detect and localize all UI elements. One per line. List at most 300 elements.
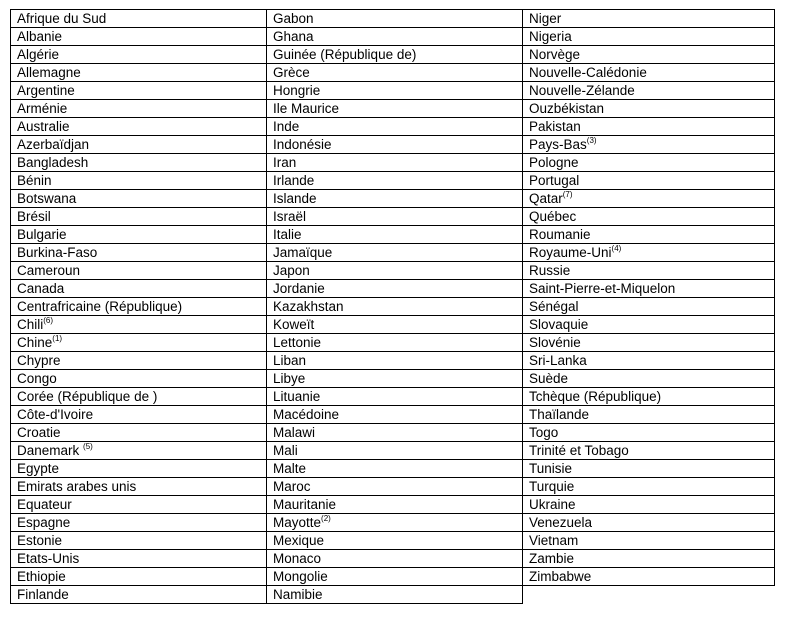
- country-cell: [11, 406, 267, 424]
- country-cell: [267, 442, 523, 460]
- country-cell: [267, 136, 523, 154]
- country-cell: [523, 118, 775, 136]
- country-name: Corée (République de ): [17, 389, 158, 404]
- country-cell: [267, 82, 523, 100]
- country-name: Lituanie: [273, 389, 321, 404]
- table-row: [523, 370, 775, 388]
- country-cell: [523, 172, 775, 190]
- country-name: Bulgarie: [17, 227, 67, 242]
- country-cell: [11, 262, 267, 280]
- country-cell: [11, 118, 267, 136]
- table-row: [11, 352, 267, 370]
- country-name: Emirats arabes unis: [17, 479, 137, 494]
- country-name: Libye: [273, 371, 306, 386]
- table-row: [523, 28, 775, 46]
- country-cell: [267, 208, 523, 226]
- country-cell: [523, 298, 775, 316]
- table-row: [523, 190, 775, 208]
- country-name: Liban: [273, 353, 307, 368]
- country-name: Nouvelle-Zélande: [529, 83, 635, 98]
- table-row: [11, 100, 267, 118]
- country-cell: [523, 28, 775, 46]
- country-name: Argentine: [17, 83, 75, 98]
- table-row: [11, 118, 267, 136]
- country-name: Italie: [273, 227, 302, 242]
- country-cell: [523, 460, 775, 478]
- country-cell: [11, 514, 267, 532]
- country-cell: [267, 154, 523, 172]
- footnote-marker: (3): [586, 136, 597, 145]
- country-name: Danemark: [17, 443, 84, 458]
- country-cell: [11, 586, 267, 604]
- table-row: [523, 460, 775, 478]
- country-cell: [523, 244, 775, 262]
- country-name: Canada: [17, 281, 65, 296]
- country-cell: [523, 478, 775, 496]
- table-row: [267, 46, 523, 64]
- country-cell: [523, 100, 775, 118]
- country-cell: [267, 388, 523, 406]
- country-name: Brésil: [17, 209, 51, 224]
- country-name: Algérie: [17, 47, 60, 62]
- country-name: Nigeria: [529, 29, 572, 44]
- table-row: [267, 244, 523, 262]
- country-cell: [11, 280, 267, 298]
- country-name: Namibie: [273, 587, 323, 602]
- country-cell: [523, 154, 775, 172]
- table-row: [267, 298, 523, 316]
- table-row: [523, 100, 775, 118]
- country-cell: [267, 352, 523, 370]
- country-cell: [267, 244, 523, 262]
- table-row: [267, 316, 523, 334]
- table-row: [11, 136, 267, 154]
- table-row: [523, 316, 775, 334]
- table-row: [11, 532, 267, 550]
- country-cell: [11, 226, 267, 244]
- country-cell: [267, 514, 523, 532]
- table-row: [523, 424, 775, 442]
- country-cell: [11, 496, 267, 514]
- table-row: [11, 226, 267, 244]
- country-name: Chili: [17, 317, 44, 332]
- country-cell: [267, 568, 523, 586]
- country-cell: [267, 262, 523, 280]
- country-cell: [267, 316, 523, 334]
- table-row: [523, 262, 775, 280]
- country-cell: [267, 28, 523, 46]
- table-row: [267, 262, 523, 280]
- country-name: Estonie: [17, 533, 63, 548]
- country-cell: [11, 370, 267, 388]
- table-row: [11, 334, 267, 352]
- table-row: [523, 514, 775, 532]
- country-name: Slovaquie: [529, 317, 589, 332]
- country-name: Ile Maurice: [273, 101, 340, 116]
- country-cell: [523, 10, 775, 28]
- country-cell: [523, 64, 775, 82]
- country-column-1: [10, 9, 267, 604]
- country-cell: [11, 478, 267, 496]
- country-name: Macédoine: [273, 407, 340, 422]
- table-row: [11, 406, 267, 424]
- country-name: Qatar: [529, 191, 563, 206]
- country-cell: [267, 10, 523, 28]
- country-name: Mayotte: [273, 515, 322, 530]
- table-row: [11, 478, 267, 496]
- country-cell: [267, 532, 523, 550]
- table-row: [11, 424, 267, 442]
- table-row: [523, 568, 775, 586]
- country-cell: [11, 46, 267, 64]
- country-name: Québec: [529, 209, 577, 224]
- footnote-marker: (2): [321, 514, 331, 523]
- country-name: Indonésie: [273, 137, 332, 152]
- table-row: [267, 496, 523, 514]
- country-cell: [11, 550, 267, 568]
- table-row: [523, 298, 775, 316]
- country-name: Hongrie: [273, 83, 321, 98]
- table-row: [11, 460, 267, 478]
- table-row: [267, 532, 523, 550]
- country-name: Finlande: [17, 587, 69, 602]
- country-name: Ouzbékistan: [529, 101, 605, 116]
- country-name: Niger: [529, 11, 562, 26]
- country-name: Islande: [273, 191, 317, 206]
- footnote-marker: (6): [43, 316, 54, 325]
- country-name: Equateur: [17, 497, 72, 512]
- table-row: [523, 280, 775, 298]
- table-row: [11, 190, 267, 208]
- country-column-3: [522, 9, 775, 586]
- country-name: Chine: [17, 335, 53, 350]
- table-row: [11, 10, 267, 28]
- country-name: Australie: [17, 119, 70, 134]
- country-name: Mali: [273, 443, 298, 458]
- country-name: Mauritanie: [273, 497, 337, 512]
- table-row: [267, 586, 523, 604]
- table-row: [523, 64, 775, 82]
- table-row: [267, 550, 523, 568]
- country-cell: [11, 316, 267, 334]
- country-name: Ghana: [273, 29, 314, 44]
- country-name: Maroc: [273, 479, 311, 494]
- country-name: Suède: [529, 371, 569, 386]
- country-cell: [11, 10, 267, 28]
- country-name: Azerbaïdjan: [17, 137, 90, 152]
- country-name: Russie: [529, 263, 571, 278]
- table-row: [11, 586, 267, 604]
- country-name: Iran: [273, 155, 297, 170]
- country-cell: [523, 82, 775, 100]
- table-row: [11, 280, 267, 298]
- country-name: Roumanie: [529, 227, 591, 242]
- country-name: Japon: [273, 263, 310, 278]
- country-cell: [523, 334, 775, 352]
- country-cell: [267, 172, 523, 190]
- country-name: Tunisie: [529, 461, 573, 476]
- country-name: Gabon: [273, 11, 314, 26]
- table-row: [267, 442, 523, 460]
- country-name: Jordanie: [273, 281, 325, 296]
- table-row: [523, 154, 775, 172]
- country-name: Inde: [273, 119, 300, 134]
- table-row: [267, 280, 523, 298]
- table-row: [11, 28, 267, 46]
- country-cell: [11, 154, 267, 172]
- country-list-grid: [10, 9, 775, 604]
- table-row: [523, 442, 775, 460]
- country-name: Burkina-Faso: [17, 245, 98, 260]
- country-name: Tchèque (République): [529, 389, 662, 404]
- country-name: Vietnam: [529, 533, 579, 548]
- country-cell: [523, 424, 775, 442]
- country-cell: [267, 370, 523, 388]
- country-name: Venezuela: [529, 515, 593, 530]
- country-cell: [11, 64, 267, 82]
- table-row: [267, 370, 523, 388]
- table-row: [523, 352, 775, 370]
- country-cell: [523, 514, 775, 532]
- country-name: Slovénie: [529, 335, 581, 350]
- footnote-marker: (7): [562, 190, 573, 199]
- table-row: [11, 568, 267, 586]
- table-row: [267, 388, 523, 406]
- country-cell: [523, 442, 775, 460]
- table-row: [267, 100, 523, 118]
- country-name: Norvège: [529, 47, 581, 62]
- country-name: Albanie: [17, 29, 63, 44]
- country-name: Zambie: [529, 551, 575, 566]
- table-row: [267, 208, 523, 226]
- table-row: [11, 46, 267, 64]
- country-cell: [267, 118, 523, 136]
- country-cell: [11, 532, 267, 550]
- table-row: [267, 406, 523, 424]
- country-name: Afrique du Sud: [17, 11, 107, 26]
- footnote-marker: (5): [83, 442, 93, 451]
- country-cell: [523, 280, 775, 298]
- country-name: Jamaïque: [273, 245, 333, 260]
- table-row: [267, 352, 523, 370]
- table-row: [11, 208, 267, 226]
- country-name: Mongolie: [273, 569, 328, 584]
- table-row: [523, 550, 775, 568]
- country-cell: [267, 100, 523, 118]
- table-row: [523, 226, 775, 244]
- country-cell: [267, 550, 523, 568]
- country-name: Egypte: [17, 461, 60, 476]
- table-row: [11, 82, 267, 100]
- country-name: Congo: [17, 371, 57, 386]
- table-row: [267, 118, 523, 136]
- country-cell: [11, 190, 267, 208]
- table-row: [267, 136, 523, 154]
- country-cell: [523, 208, 775, 226]
- table-row: [267, 424, 523, 442]
- country-cell: [11, 172, 267, 190]
- country-name: Espagne: [17, 515, 71, 530]
- table-row: [523, 46, 775, 64]
- country-name: Israël: [273, 209, 307, 224]
- country-name: Pologne: [529, 155, 579, 170]
- country-name: Centrafricaine (République): [17, 299, 183, 314]
- country-name: Allemagne: [17, 65, 81, 80]
- country-cell: [523, 46, 775, 64]
- country-cell: [267, 298, 523, 316]
- country-cell: [11, 208, 267, 226]
- table-row: [523, 244, 775, 262]
- country-cell: [11, 298, 267, 316]
- country-cell: [267, 190, 523, 208]
- country-cell: [523, 370, 775, 388]
- country-name: Kazakhstan: [273, 299, 344, 314]
- country-cell: [523, 406, 775, 424]
- country-name: Botswana: [17, 191, 77, 206]
- country-cell: [523, 190, 775, 208]
- country-cell: [523, 550, 775, 568]
- country-cell: [267, 64, 523, 82]
- country-name: Grèce: [273, 65, 310, 80]
- country-name: Pays-Bas: [529, 137, 587, 152]
- country-cell: [267, 424, 523, 442]
- country-cell: [523, 352, 775, 370]
- table-row: [523, 388, 775, 406]
- country-cell: [267, 226, 523, 244]
- country-name: Thaïlande: [529, 407, 590, 422]
- country-cell: [267, 334, 523, 352]
- country-name: Sri-Lanka: [529, 353, 587, 368]
- country-name: Monaco: [273, 551, 322, 566]
- table-row: [267, 82, 523, 100]
- country-cell: [523, 136, 775, 154]
- table-row: [523, 334, 775, 352]
- country-cell: [523, 226, 775, 244]
- country-cell: [11, 100, 267, 118]
- country-cell: [523, 568, 775, 586]
- table-row: [523, 532, 775, 550]
- country-cell: [11, 442, 267, 460]
- country-name: Zimbabwe: [529, 569, 592, 584]
- table-row: [11, 550, 267, 568]
- country-name: Chypre: [17, 353, 61, 368]
- country-cell: [523, 496, 775, 514]
- country-name: Turquie: [529, 479, 575, 494]
- table-row: [267, 226, 523, 244]
- country-cell: [11, 424, 267, 442]
- country-name: Ethiopie: [17, 569, 66, 584]
- country-name: Sénégal: [529, 299, 579, 314]
- table-row: [11, 316, 267, 334]
- table-row: [523, 172, 775, 190]
- table-row: [267, 10, 523, 28]
- country-cell: [11, 244, 267, 262]
- table-row: [11, 388, 267, 406]
- table-row: [523, 10, 775, 28]
- table-row: [11, 262, 267, 280]
- country-name: Royaume-Uni: [529, 245, 612, 260]
- country-name: Malawi: [273, 425, 316, 440]
- table-row: [267, 64, 523, 82]
- table-row: [267, 514, 523, 532]
- country-name: Togo: [529, 425, 559, 440]
- country-cell: [523, 262, 775, 280]
- country-cell: [267, 478, 523, 496]
- country-name: Malte: [273, 461, 307, 476]
- table-row: [11, 496, 267, 514]
- country-name: Koweït: [273, 317, 315, 332]
- table-row: [523, 82, 775, 100]
- country-name: Portugal: [529, 173, 580, 188]
- table-row: [11, 298, 267, 316]
- table-row: [11, 154, 267, 172]
- country-column-2: [266, 9, 523, 604]
- table-row: [11, 64, 267, 82]
- country-cell: [267, 460, 523, 478]
- table-row: [267, 568, 523, 586]
- country-cell: [523, 388, 775, 406]
- country-name: Cameroun: [17, 263, 81, 278]
- table-row: [267, 460, 523, 478]
- country-name: Croatie: [17, 425, 61, 440]
- country-cell: [267, 496, 523, 514]
- footnote-marker: (4): [611, 244, 622, 253]
- country-name: Ukraine: [529, 497, 576, 512]
- table-row: [523, 496, 775, 514]
- table-row: [267, 28, 523, 46]
- country-cell: [11, 334, 267, 352]
- table-row: [267, 154, 523, 172]
- table-row: [523, 118, 775, 136]
- country-cell: [523, 532, 775, 550]
- country-name: Etats-Unis: [17, 551, 80, 566]
- table-row: [11, 514, 267, 532]
- country-cell: [11, 82, 267, 100]
- country-name: Saint-Pierre-et-Miquelon: [529, 281, 676, 296]
- table-row: [11, 244, 267, 262]
- footnote-marker: (1): [52, 334, 63, 343]
- country-cell: [523, 316, 775, 334]
- table-row: [267, 478, 523, 496]
- table-row: [11, 442, 267, 460]
- country-cell: [11, 568, 267, 586]
- country-name: Lettonie: [273, 335, 322, 350]
- country-name: Bangladesh: [17, 155, 89, 170]
- table-row: [267, 190, 523, 208]
- country-name: Côte-d'Ivoire: [17, 407, 94, 422]
- country-cell: [11, 352, 267, 370]
- table-row: [267, 334, 523, 352]
- country-cell: [11, 136, 267, 154]
- table-row: [523, 406, 775, 424]
- country-name: Guinée (République de): [273, 47, 417, 62]
- country-cell: [267, 46, 523, 64]
- table-row: [11, 172, 267, 190]
- table-row: [267, 172, 523, 190]
- country-cell: [267, 280, 523, 298]
- country-cell: [11, 28, 267, 46]
- country-cell: [11, 460, 267, 478]
- country-cell: [267, 406, 523, 424]
- country-name: Irlande: [273, 173, 315, 188]
- country-name: Pakistan: [529, 119, 581, 134]
- country-name: Nouvelle-Calédonie: [529, 65, 647, 80]
- country-name: Mexique: [273, 533, 325, 548]
- country-cell: [11, 388, 267, 406]
- table-row: [523, 208, 775, 226]
- country-cell: [267, 586, 523, 604]
- country-name: Arménie: [17, 101, 68, 116]
